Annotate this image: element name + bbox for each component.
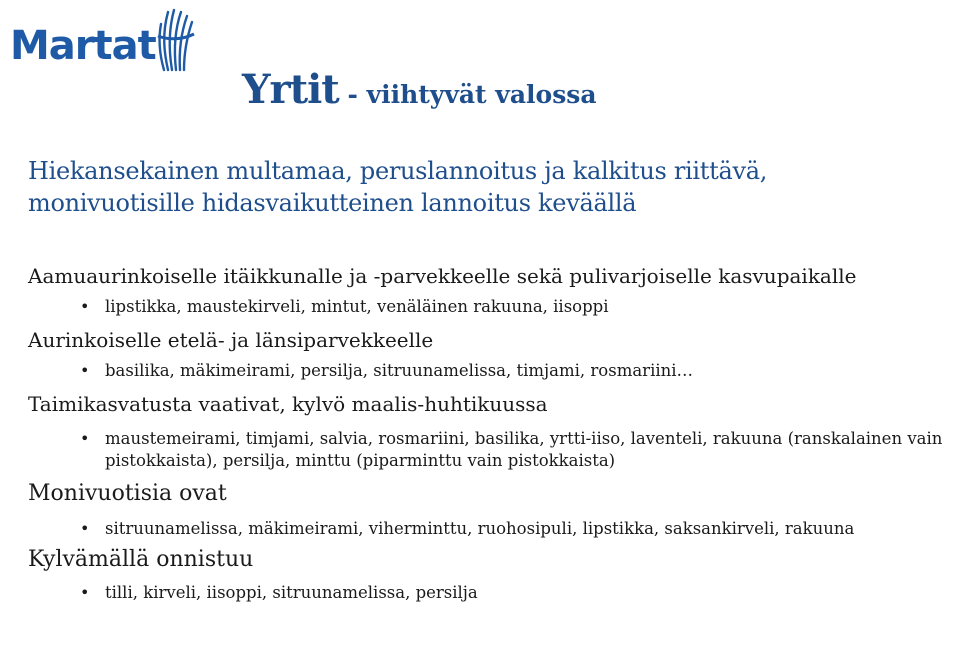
section-heading: Monivuotisia ovat [28, 481, 227, 506]
subtitle-line-1: Hiekansekainen multamaa, peruslannoitus ja kalkitus riittävä, [28, 157, 768, 185]
bullet-icon: • [80, 361, 90, 380]
bullet-text: lipstikka, maustekirveli, mintut, venäläinen rakuuna, iisoppi [105, 297, 609, 316]
logo-plant-icon [154, 6, 196, 72]
bullet-item [28, 428, 953, 472]
bullet-text: tilli, kirveli, iisoppi, sitruunamelissa, persilja [105, 583, 478, 602]
section-heading: Taimikasvatusta vaativat, kylvö maalis-huhtikuussa [28, 392, 548, 416]
logo-text: Martat [10, 23, 156, 69]
title-main: Yrtit [242, 66, 339, 113]
bullet-text: maustemeirami, timjami, salvia, rosmariini, basilika, yrtti-iiso, laventeli, rakuuna (ranskalainen vain pistokkaista), persilja, minttu (piparminttu vain pistokkaista) [105, 429, 943, 470]
content [28, 262, 953, 604]
bullet-item [28, 296, 953, 318]
bullet-icon: • [80, 297, 90, 316]
bullet-item [28, 518, 953, 540]
bullet-item [28, 360, 953, 382]
title-sub: - viihtyvät valossa [338, 80, 597, 109]
page-title [242, 66, 597, 113]
bullet-icon: • [80, 583, 90, 602]
subtitle [28, 155, 958, 219]
bullet-item [28, 582, 953, 604]
bullet-icon: • [80, 429, 90, 448]
bullet-icon: • [80, 519, 90, 538]
section-heading: Aamuaurinkoiselle itäikkunalle ja -parvekkeelle sekä pulivarjoiselle kasvupaikalle [28, 264, 857, 288]
martat-logo [10, 6, 196, 72]
section-heading: Aurinkoiselle etelä- ja länsiparvekkeelle [28, 328, 434, 352]
subtitle-line-2: monivuotisille hidasvaikutteinen lannoitus keväällä [28, 189, 637, 217]
bullet-text: sitruunamelissa, mäkimeirami, viherminttu, ruohosipuli, lipstikka, saksankirveli, rakuuna [105, 519, 855, 538]
section-heading: Kylvämällä onnistuu [28, 547, 254, 572]
bullet-text: basilika, mäkimeirami, persilja, sitruunamelissa, timjami, rosmariini… [105, 361, 694, 380]
